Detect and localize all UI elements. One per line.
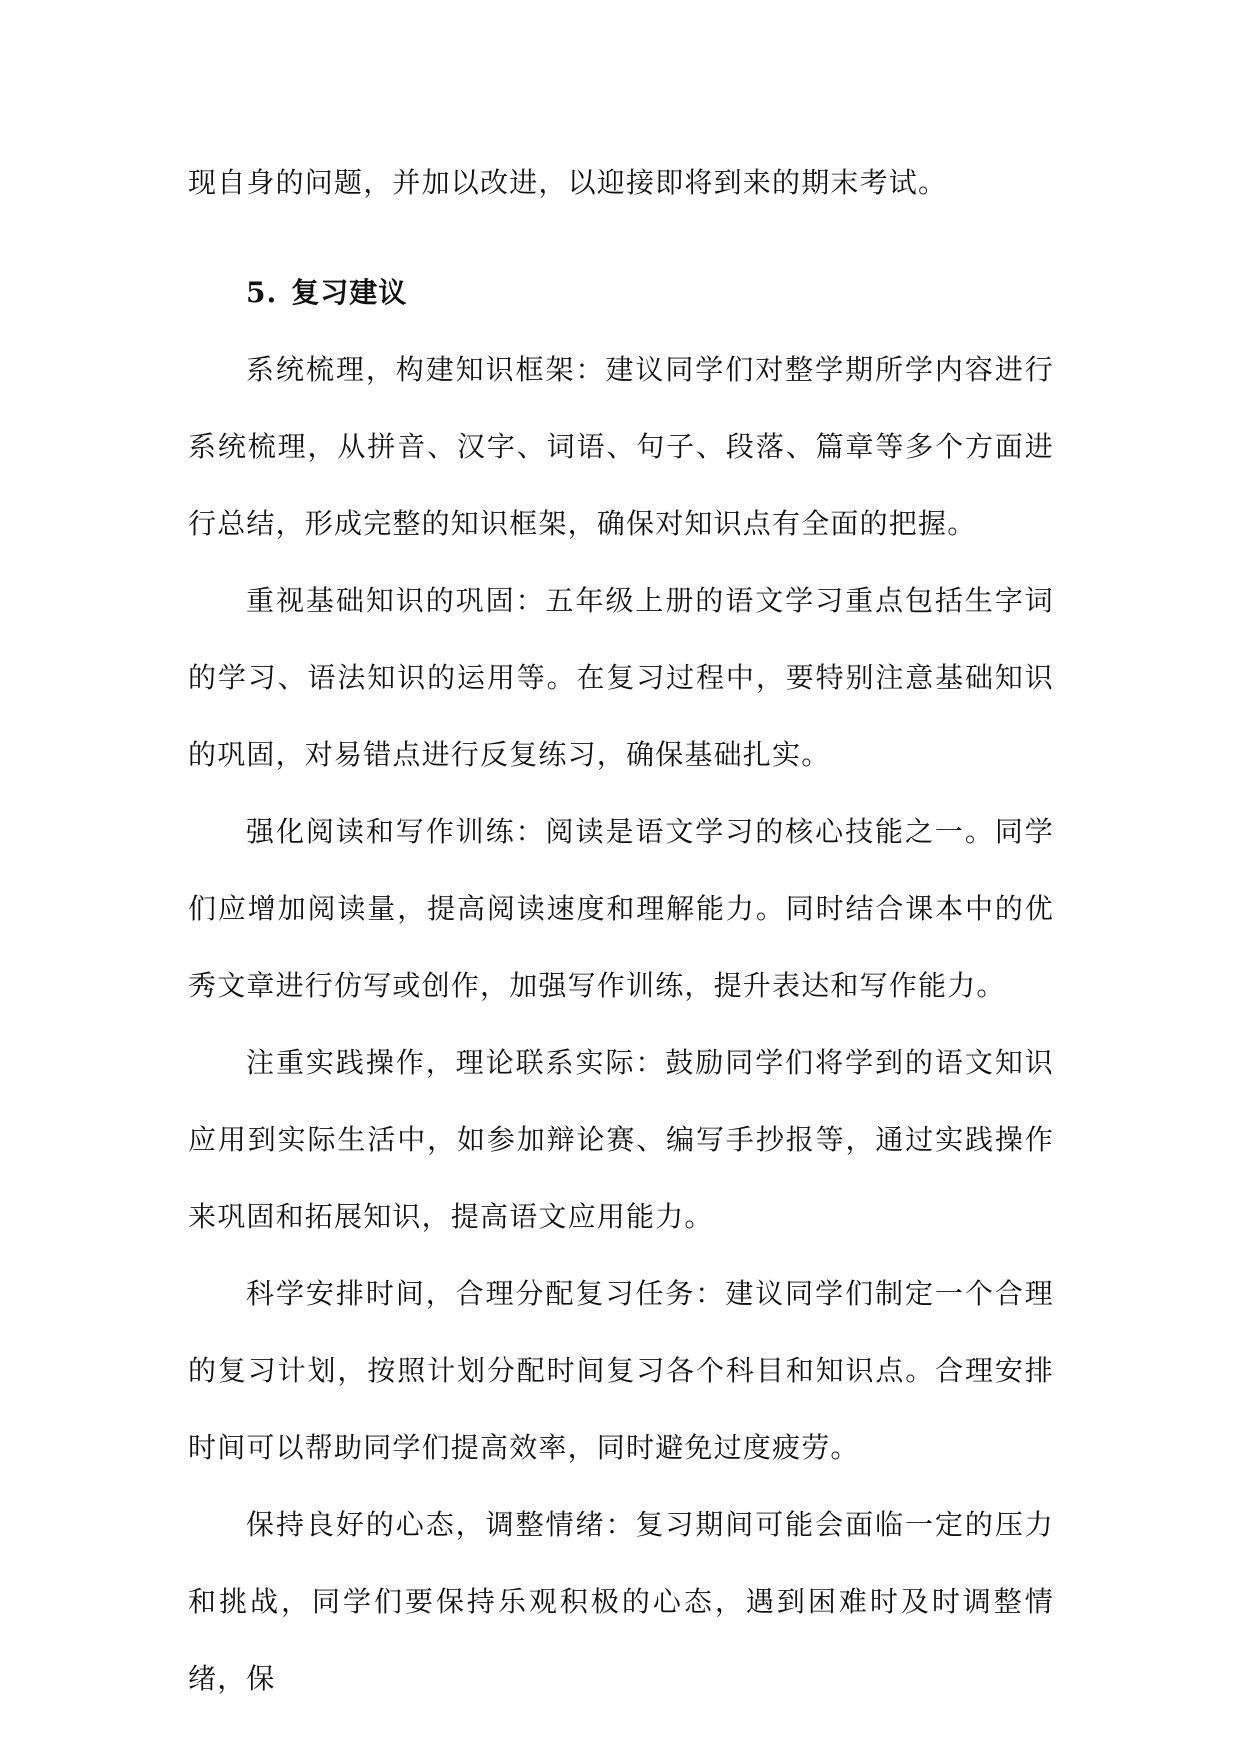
paragraph-knowledge-framework: 系统梳理，构建知识框架：建议同学们对整学期所学内容进行系统梳理，从拼音、汉字、词语、句子、段落、篇章等多个方面进行总结，形成完整的知识框架，确保对知识点有全面的把握。 <box>188 353 1054 540</box>
paragraph-basic-knowledge: 重视基础知识的巩固：五年级上册的语文学习重点包括生字词的学习、语法知识的运用等。在复习过程中，要特别注意基础知识的巩固，对易错点进行反复练习，确保基础扎实。 <box>188 584 1054 771</box>
paragraph-time-management: 科学安排时间，合理分配复习任务：建议同学们制定一个合理的复习计划，按照计划分配时间复习各个科目和知识点。合理安排时间可以帮助同学们提高效率，同时避免过度疲劳。 <box>188 1277 1054 1464</box>
paragraph-practice: 注重实践操作，理论联系实际：鼓励同学们将学到的语文知识应用到实际生活中，如参加辩论赛、编写手抄报等，通过实践操作来巩固和拓展知识，提高语文应用能力。 <box>188 1046 1054 1233</box>
section-heading <box>188 254 1054 331</box>
paragraph-mindset: 保持良好的心态，调整情绪：复习期间可能会面临一定的压力和挑战，同学们要保持乐观积极的心态，遇到困难时及时调整情绪，保 <box>188 1508 1054 1695</box>
section-number: 5. <box>246 276 278 309</box>
section-title: 复习建议 <box>291 276 408 309</box>
intro-continuation-paragraph: 现自身的问题，并加以改进，以迎接即将到来的期末考试。 <box>188 166 948 199</box>
document-body <box>188 144 1054 1717</box>
paragraph-reading-writing: 强化阅读和写作训练：阅读是语文学习的核心技能之一。同学们应增加阅读量，提高阅读速度和理解能力。同时结合课本中的优秀文章进行仿写或创作，加强写作训练，提升表达和写作能力。 <box>188 815 1054 1002</box>
